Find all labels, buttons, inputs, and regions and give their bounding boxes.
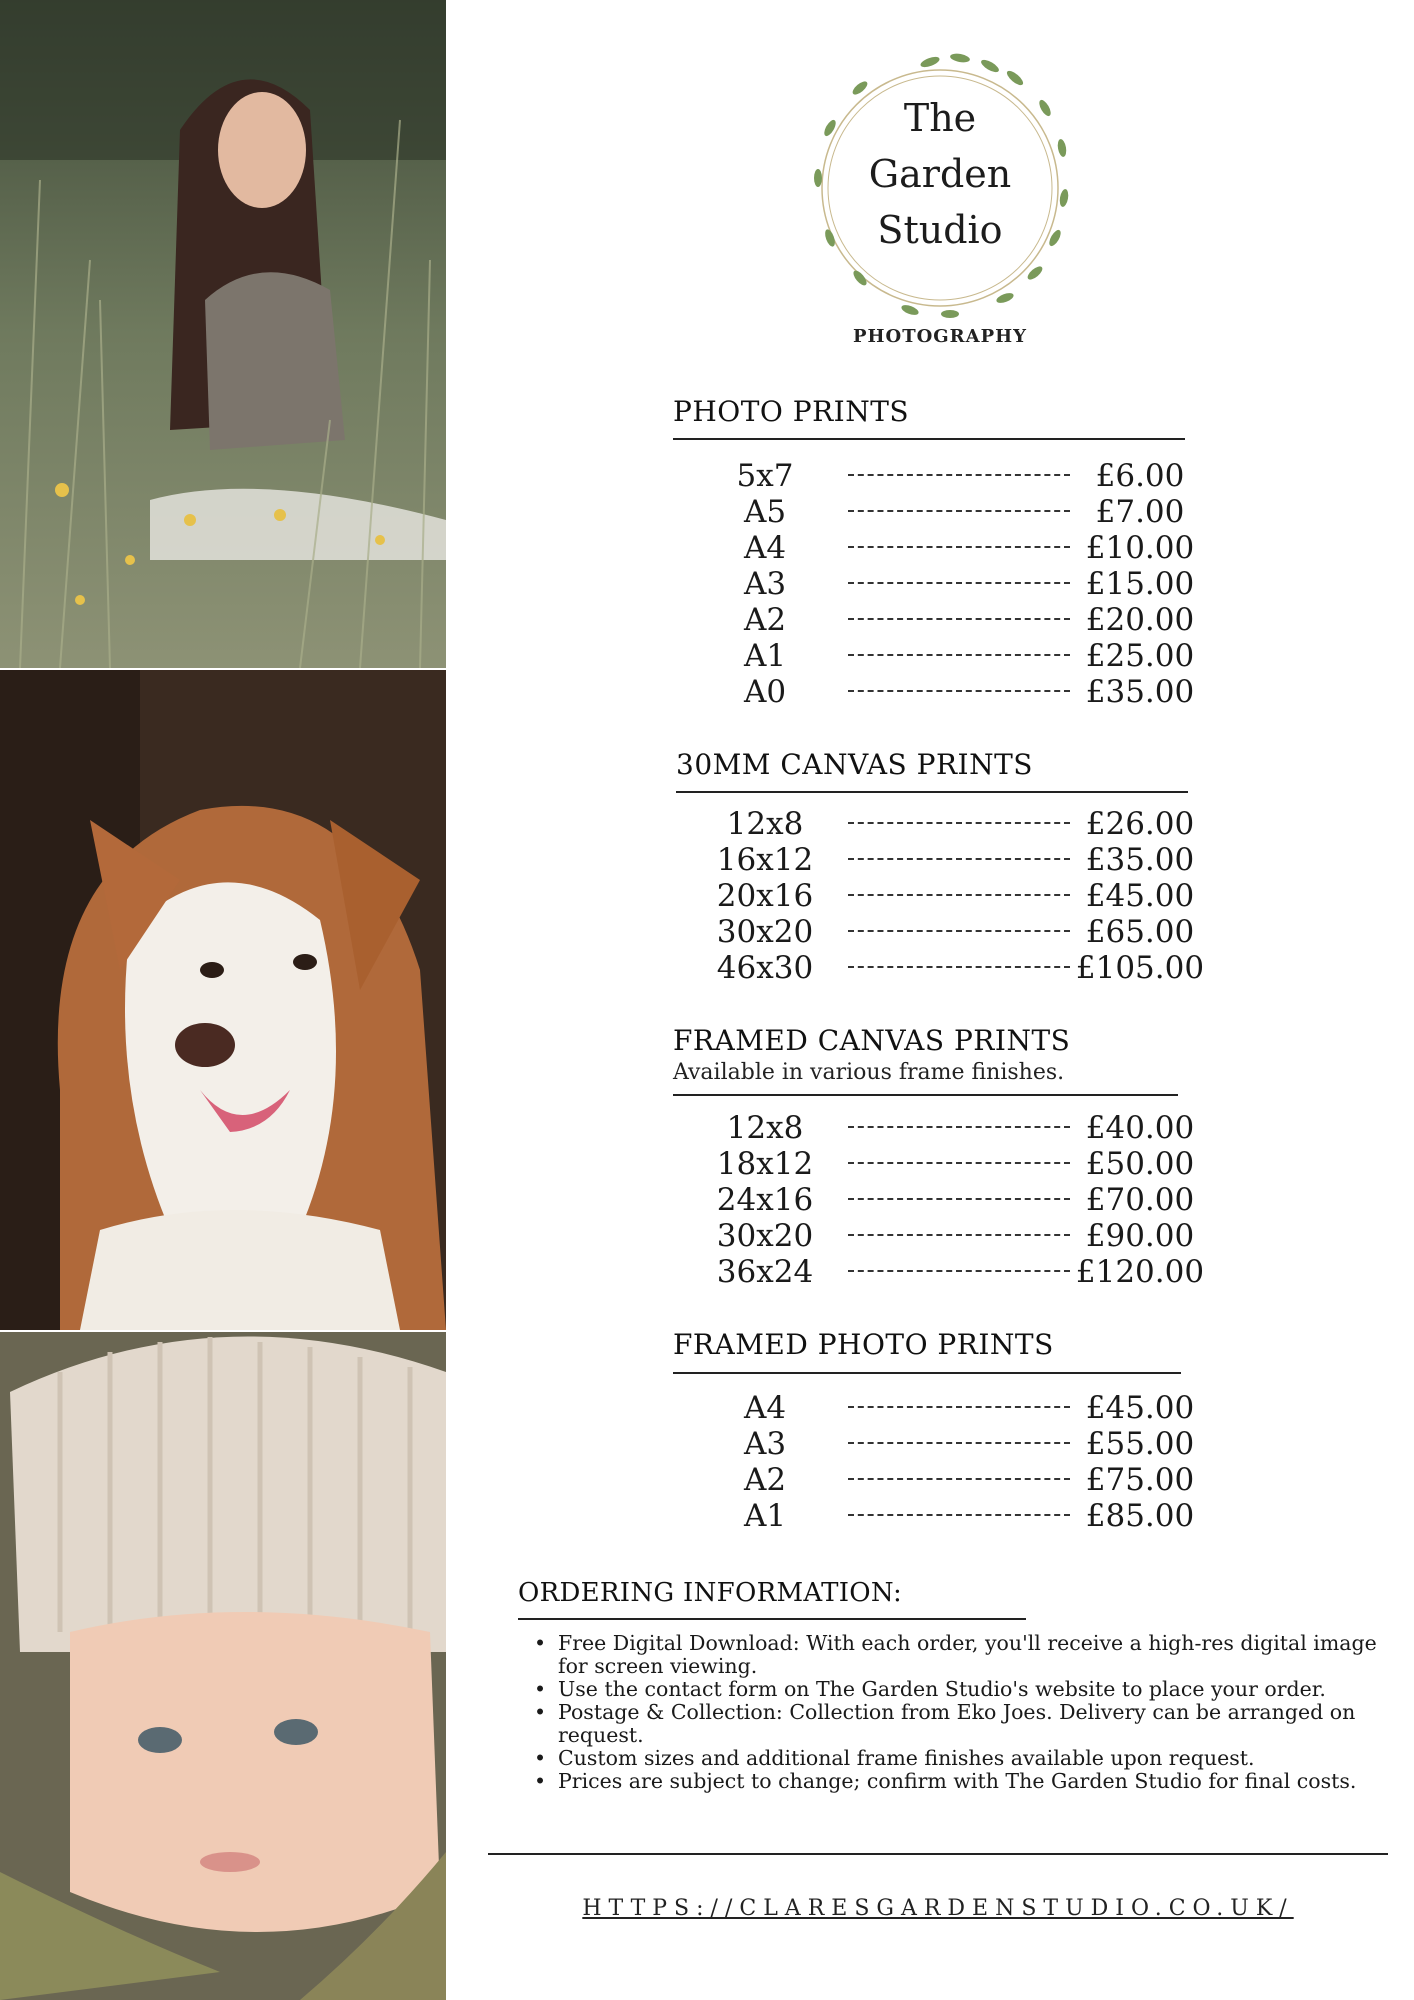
price-row — [700, 530, 1220, 566]
ordering-info-title: ORDERING INFORMATION: — [518, 1578, 903, 1608]
dotted-leader — [848, 1126, 1070, 1128]
canvas-prints-title: 30MM CANVAS PRINTS — [676, 748, 1033, 781]
print-size: A2 — [743, 602, 787, 638]
print-price: £85.00 — [1085, 1498, 1195, 1534]
print-size: 5x7 — [736, 458, 794, 494]
price-row — [700, 602, 1220, 638]
print-price: £25.00 — [1085, 638, 1195, 674]
photo-column — [0, 0, 446, 2000]
print-size: 30x20 — [716, 914, 814, 950]
price-row — [700, 1110, 1220, 1146]
photo-prints-table — [700, 458, 1220, 710]
price-row — [700, 638, 1220, 674]
print-price: £15.00 — [1085, 566, 1195, 602]
print-size: 20x16 — [716, 878, 814, 914]
print-price: £65.00 — [1085, 914, 1195, 950]
framed-canvas-title: FRAMED CANVAS PRINTS — [673, 1024, 1071, 1057]
dotted-leader — [848, 690, 1070, 692]
print-size: A4 — [743, 1390, 787, 1426]
footer-divider — [488, 1853, 1388, 1855]
print-size: 36x24 — [716, 1254, 814, 1290]
ordering-item: • Free Digital Download: With each order, you'll receive a high-res digital image for screen viewing. — [558, 1632, 1378, 1678]
print-price: £10.00 — [1085, 530, 1195, 566]
framed-canvas-divider — [673, 1094, 1178, 1096]
dotted-leader — [848, 1442, 1070, 1444]
dotted-leader — [848, 1234, 1070, 1236]
framed-canvas-table — [700, 1110, 1220, 1290]
print-size: A0 — [743, 674, 787, 710]
print-size: A3 — [743, 566, 787, 602]
print-size: 16x12 — [716, 842, 814, 878]
ordering-item: • Custom sizes and additional frame finishes available upon request. — [558, 1747, 1378, 1770]
dotted-leader — [848, 1162, 1070, 1164]
child-in-beanie-photo — [0, 1332, 446, 2000]
print-price: £7.00 — [1095, 494, 1185, 530]
print-size: 24x16 — [716, 1182, 814, 1218]
ordering-info-list — [558, 1632, 1378, 1793]
print-price: £120.00 — [1075, 1254, 1205, 1290]
print-price: £55.00 — [1085, 1426, 1195, 1462]
price-row — [700, 1146, 1220, 1182]
website-link[interactable]: HTTPS://CLARESGARDENSTUDIO.CO.UK/ — [582, 1896, 1294, 1921]
print-size: 18x12 — [716, 1146, 814, 1182]
print-price: £6.00 — [1095, 458, 1185, 494]
canvas-prints-divider — [676, 791, 1188, 793]
ordering-item: • Use the contact form on The Garden Studio's website to place your order. — [558, 1678, 1378, 1701]
dotted-leader — [848, 474, 1070, 476]
dotted-leader — [848, 966, 1070, 968]
print-price: £75.00 — [1085, 1462, 1195, 1498]
price-row — [700, 1426, 1220, 1462]
brand-subtitle: PHOTOGRAPHY — [853, 326, 1027, 347]
ordering-item: • Postage & Collection: Collection from Eko Joes. Delivery can be arranged on request. — [558, 1701, 1378, 1747]
dotted-leader — [848, 930, 1070, 932]
price-row — [700, 1254, 1220, 1290]
photo-prints-divider — [673, 438, 1185, 440]
print-price: £35.00 — [1085, 842, 1195, 878]
print-price: £90.00 — [1085, 1218, 1195, 1254]
print-price: £70.00 — [1085, 1182, 1195, 1218]
print-size: 30x20 — [716, 1218, 814, 1254]
brand-line-3: Studio — [877, 208, 1003, 252]
price-row — [700, 1462, 1220, 1498]
price-row — [700, 878, 1220, 914]
print-price: £26.00 — [1085, 806, 1195, 842]
print-size: A3 — [743, 1426, 787, 1462]
dotted-leader — [848, 1270, 1070, 1272]
print-price: £20.00 — [1085, 602, 1195, 638]
price-row — [700, 806, 1220, 842]
framed-photo-table — [700, 1390, 1220, 1534]
price-row — [700, 1390, 1220, 1426]
dotted-leader — [848, 618, 1070, 620]
brand-line-1: The — [903, 96, 977, 140]
dotted-leader — [848, 510, 1070, 512]
dog-portrait-photo — [0, 670, 446, 1330]
print-price: £105.00 — [1075, 950, 1205, 986]
price-row — [700, 1218, 1220, 1254]
print-price: £35.00 — [1085, 674, 1195, 710]
print-size: A4 — [743, 530, 787, 566]
print-size: A1 — [743, 638, 787, 674]
dotted-leader — [848, 1514, 1070, 1516]
price-row — [700, 674, 1220, 710]
print-size: 46x30 — [716, 950, 814, 986]
price-row — [700, 566, 1220, 602]
print-size: A1 — [743, 1498, 787, 1534]
ordering-item: • Prices are subject to change; confirm with The Garden Studio for final costs. — [558, 1770, 1378, 1793]
ordering-info-divider — [518, 1618, 1026, 1620]
brand-line-2: Garden — [868, 152, 1012, 196]
price-row — [700, 494, 1220, 530]
dotted-leader — [848, 894, 1070, 896]
price-row — [700, 458, 1220, 494]
framed-photo-divider — [673, 1372, 1181, 1374]
print-size: A5 — [743, 494, 787, 530]
print-size: 12x8 — [726, 1110, 804, 1146]
brand-logo — [800, 48, 1080, 328]
dotted-leader — [848, 822, 1070, 824]
girl-in-meadow-photo — [0, 0, 446, 668]
framed-canvas-subtitle: Available in various frame finishes. — [673, 1060, 1065, 1085]
print-size: 12x8 — [726, 806, 804, 842]
framed-photo-title: FRAMED PHOTO PRINTS — [673, 1328, 1054, 1361]
dotted-leader — [848, 1406, 1070, 1408]
price-row — [700, 842, 1220, 878]
dotted-leader — [848, 858, 1070, 860]
canvas-prints-table — [700, 806, 1220, 986]
print-price: £40.00 — [1085, 1110, 1195, 1146]
price-row — [700, 1498, 1220, 1534]
price-row — [700, 914, 1220, 950]
price-row — [700, 950, 1220, 986]
photo-prints-title: PHOTO PRINTS — [673, 395, 910, 428]
print-price: £50.00 — [1085, 1146, 1195, 1182]
price-row — [700, 1182, 1220, 1218]
print-price: £45.00 — [1085, 878, 1195, 914]
dotted-leader — [848, 582, 1070, 584]
dotted-leader — [848, 546, 1070, 548]
print-price: £45.00 — [1085, 1390, 1195, 1426]
dotted-leader — [848, 1198, 1070, 1200]
print-size: A2 — [743, 1462, 787, 1498]
dotted-leader — [848, 1478, 1070, 1480]
dotted-leader — [848, 654, 1070, 656]
